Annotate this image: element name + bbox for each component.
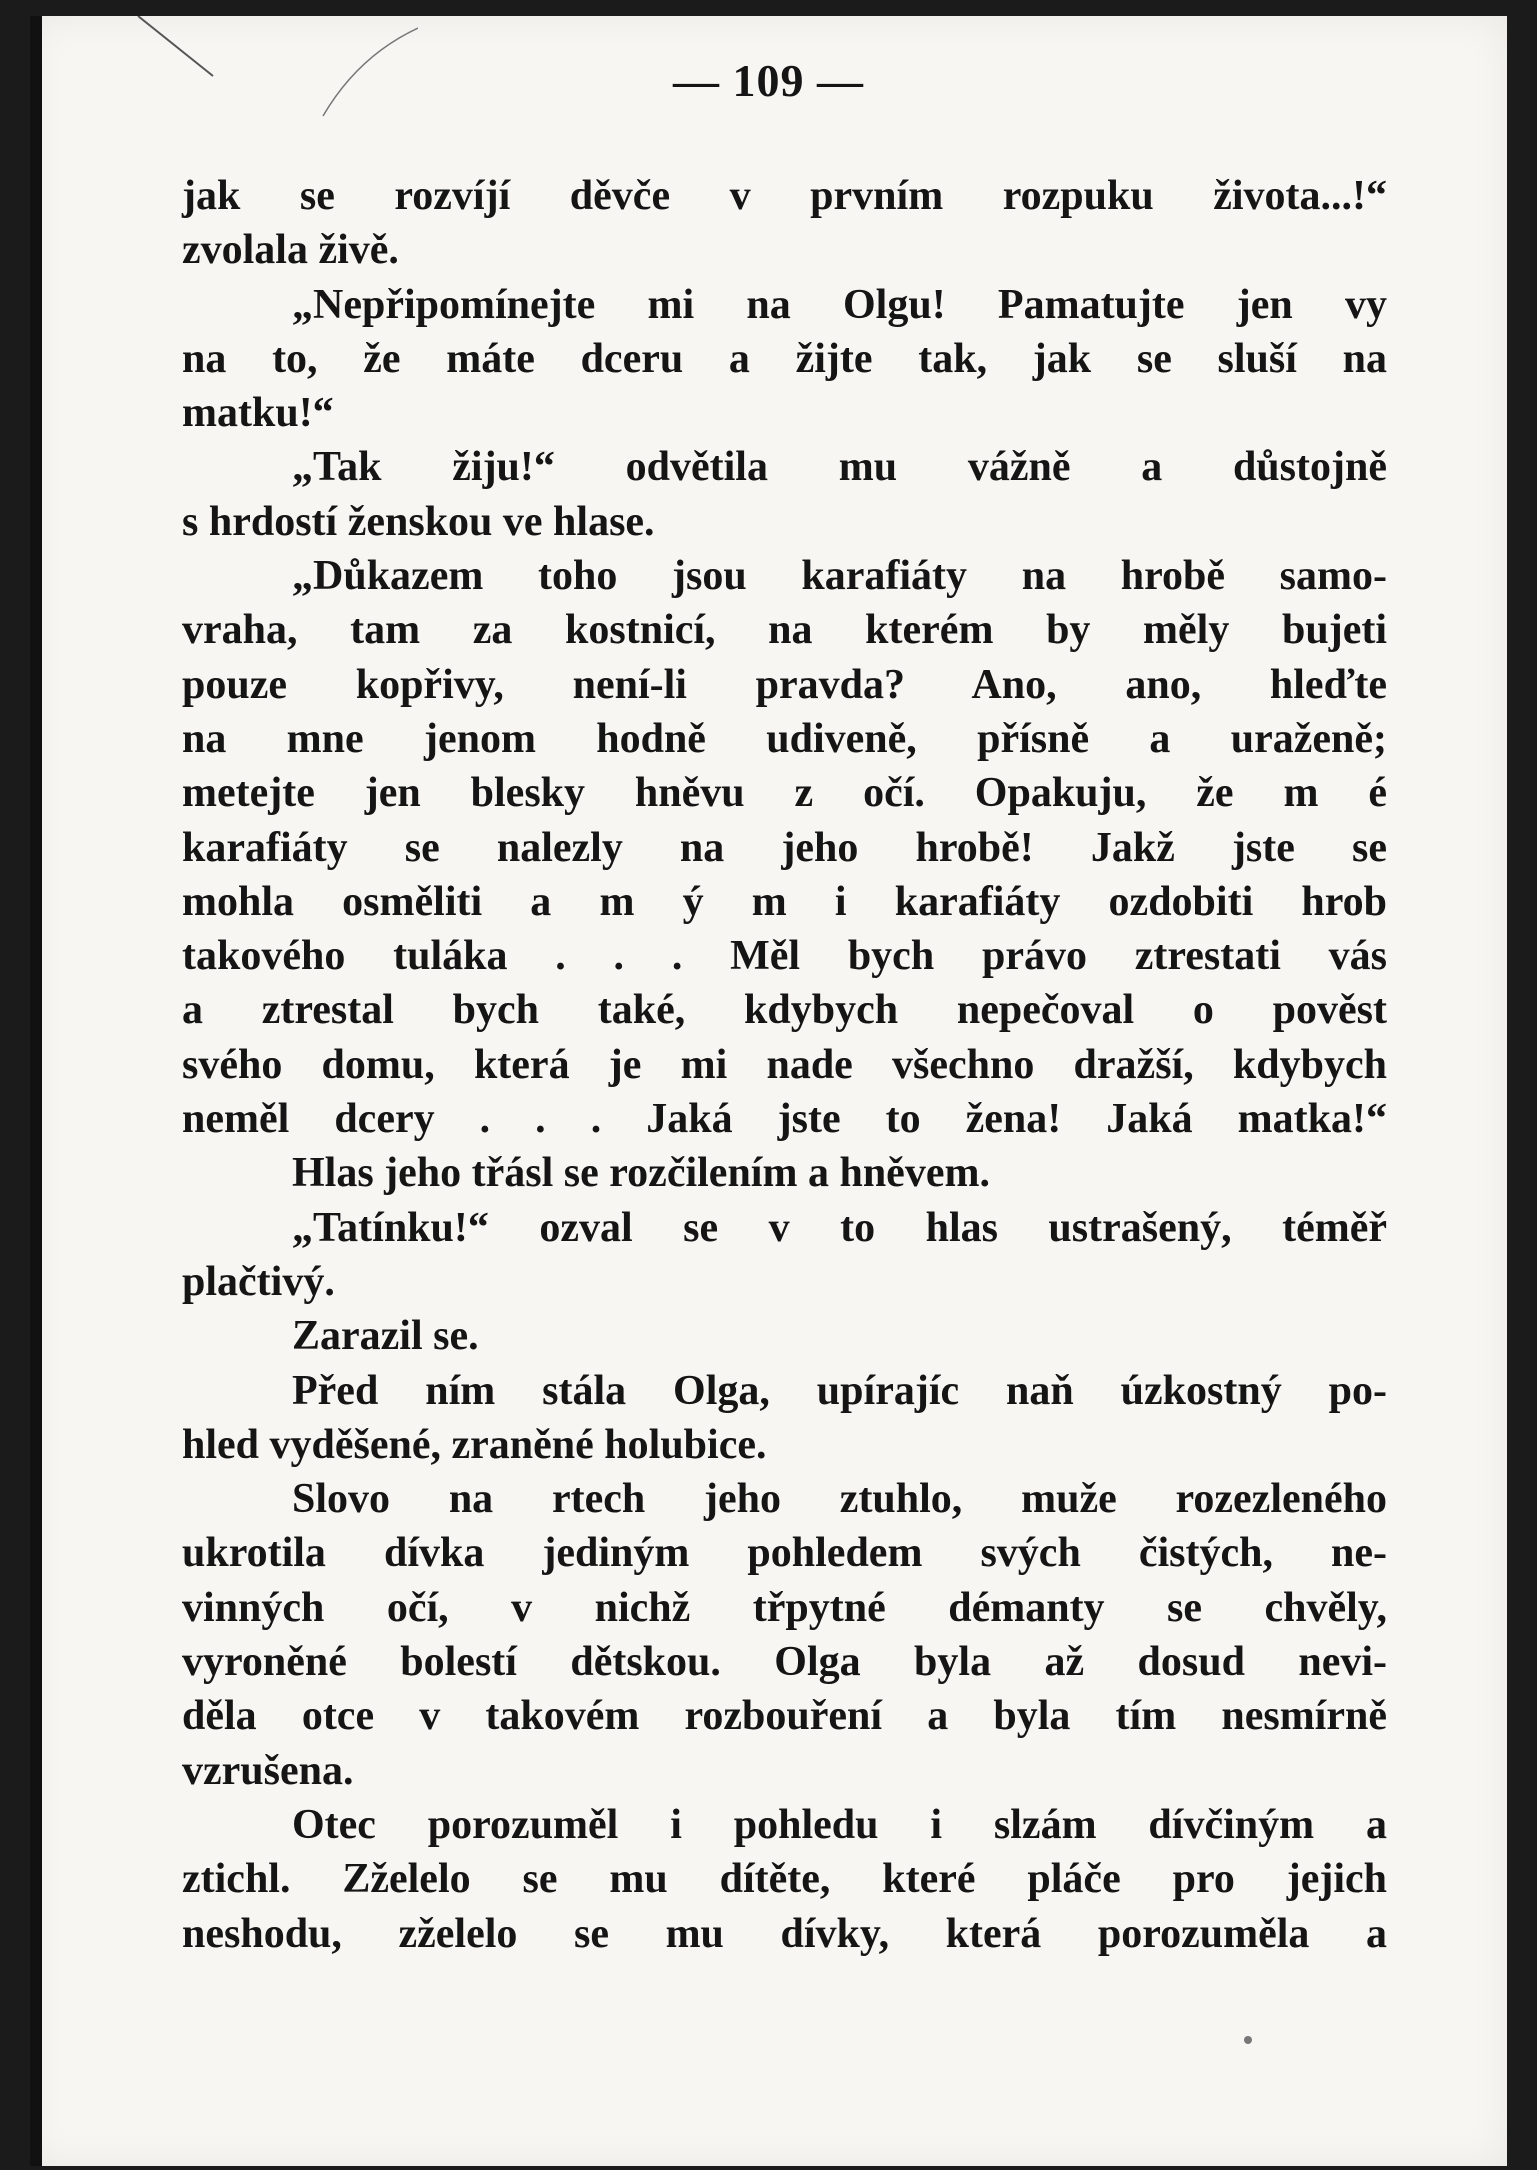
text-line: svého domu, která je mi nade všechno dražší, kdybych	[182, 1041, 1387, 1088]
text-line: Zarazil se.	[292, 1313, 479, 1360]
text-line: hled vyděšené, zraněné holubice.	[182, 1421, 767, 1468]
text-line: neshodu, zželelo se mu dívky, která porozuměla a	[182, 1910, 1387, 1957]
text-line: ztichl. Zželelo se mu dítěte, které pláče pro jejich	[182, 1856, 1387, 1903]
text-line: vzrušena.	[182, 1747, 354, 1794]
text-line: metejte jen blesky hněvu z očí. Opakuju, že m é	[182, 770, 1387, 817]
ink-speck	[1244, 2036, 1252, 2044]
text-line: jak se rozvíjí děvče v prvním rozpuku života...!“	[182, 173, 1387, 219]
text-line: pouze kopřivy, není-li pravda? Ano, ano, hleďte	[182, 661, 1387, 708]
text-line: vyroněné bolestí dětskou. Olga byla až dosud nevi-	[182, 1639, 1387, 1686]
text-line: vinných očí, v nichž třpytné démanty se chvěly,	[182, 1584, 1387, 1631]
body-text	[182, 169, 1387, 1961]
text-line: ukrotila dívka jediným pohledem svých čistých, ne-	[182, 1530, 1387, 1577]
text-line: karafiáty se nalezly na jeho hrobě! Jakž jste se	[182, 824, 1387, 871]
text-line: takového tuláka . . . Měl bych právo ztrestati vás	[182, 933, 1387, 980]
text-line: neměl dcery . . . Jaká jste to žena! Jaká matka!“	[182, 1096, 1387, 1143]
text-line: na mne jenom hodně udiveně, přísně a uraženě;	[182, 715, 1387, 762]
book-page	[30, 16, 1507, 2166]
page-edge-shadow	[30, 16, 42, 2166]
text-line: plačtivý.	[182, 1258, 335, 1305]
text-line: Otec porozuměl i pohledu i slzám dívčiným a	[292, 1801, 1387, 1848]
text-line: Před ním stála Olga, upírajíc naň úzkostný po-	[292, 1367, 1387, 1414]
text-line: na to, že máte dceru a žijte tak, jak se sluší na	[182, 335, 1387, 382]
text-line: „Důkazem toho jsou karafiáty na hrobě samo-	[292, 553, 1387, 600]
text-line: mohla osměliti a m ý m i karafiáty ozdobiti hrob	[182, 878, 1387, 925]
text-line: Hlas jeho třásl se rozčilením a hněvem.	[292, 1150, 990, 1197]
text-line: s hrdostí ženskou ve hlase.	[182, 498, 655, 545]
text-line: vraha, tam za kostnicí, na kterém by měly bujeti	[182, 607, 1387, 654]
text-line: „Nepřipomínejte mi na Olgu! Pamatujte jen vy	[292, 281, 1387, 328]
page-number: — 109 —	[673, 55, 864, 106]
text-line: „Tatínku!“ ozval se v to hlas ustrašený, téměř	[292, 1204, 1387, 1251]
text-line: a ztrestal bych také, kdybych nepečoval o pověst	[182, 987, 1387, 1034]
text-line: Slovo na rtech jeho ztuhlo, muže rozezleného	[292, 1476, 1387, 1523]
text-line: zvolala živě.	[182, 227, 399, 274]
text-line: „Tak žiju!“ odvětila mu vážně a důstojně	[292, 444, 1387, 491]
text-line: děla otce v takovém rozbouření a byla tím nesmírně	[182, 1693, 1387, 1740]
text-line: matku!“	[182, 390, 334, 437]
